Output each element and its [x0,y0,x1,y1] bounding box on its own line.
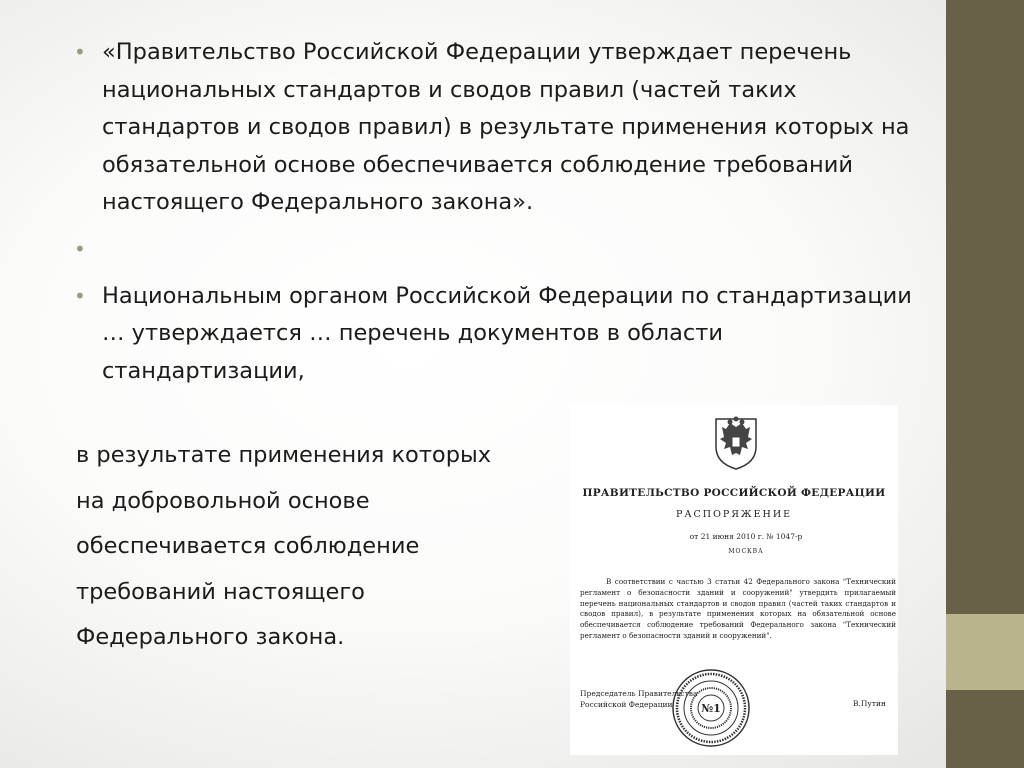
bullet-icon: • [74,40,86,64]
document-city: МОСКВА [728,548,764,555]
document-date-number: от 21 июня 2010 г. № 1047-р [689,532,803,541]
continuation-text [76,433,546,661]
document-kind: РАСПОРЯЖЕНИЕ [675,509,793,520]
text-line: Федерального закона. [76,624,345,650]
bullet-text: Национальным органом Российской Федерации по стандартизации … утверждается … перечень документов в области стандартизации, [102,282,912,384]
document-body: В соответствии с частью 3 статьи 42 Федерального закона "Технический регламент о безопасности зданий и сооружений" утвердить прилагаемый перечень национальных стандартов и сводов правил (частей таких стандартов и сводов правил), в результате применения которых на обязательной основе обеспечивается соблюдение требований Федерального закона "Технический регламент о безопасности зданий и сооружений". [580,577,896,640]
coat-of-arms-icon [712,413,760,471]
bullet-item-empty [74,231,914,268]
signer-title-line: Российской Федерации [580,700,673,709]
text-line: в результате применения которых [76,442,492,468]
signer-title-line: Председатель Правительства [580,689,698,698]
stamp-number: №1 [701,702,721,715]
bullet-list [74,34,914,390]
text-line: на добровольной основе [76,487,370,514]
sidebar-accent-block [946,614,1024,690]
document-title: ПРАВИТЕЛЬСТВО РОССИЙСКОЙ ФЕДЕРАЦИИ [582,487,886,499]
official-seal-stamp [670,667,752,749]
bullet-icon: • [74,283,86,308]
bullet-icon: • [74,236,86,261]
text-line: требований настоящего [76,578,365,605]
signer-name: В.Путин [853,699,886,708]
government-order-image [570,405,898,755]
text-line: обеспечивается соблюдение [76,533,420,559]
bullet-text: «Правительство Российской Федерации утверждает перечень национальных стандартов и сводов правил (частей таких стандартов и сводов правил) в результате применения которых на обязательной основе обеспечивается соблюдение требований настоящего Федерального закона». [102,39,910,215]
bullet-item [74,278,914,391]
bullet-item [74,34,914,222]
